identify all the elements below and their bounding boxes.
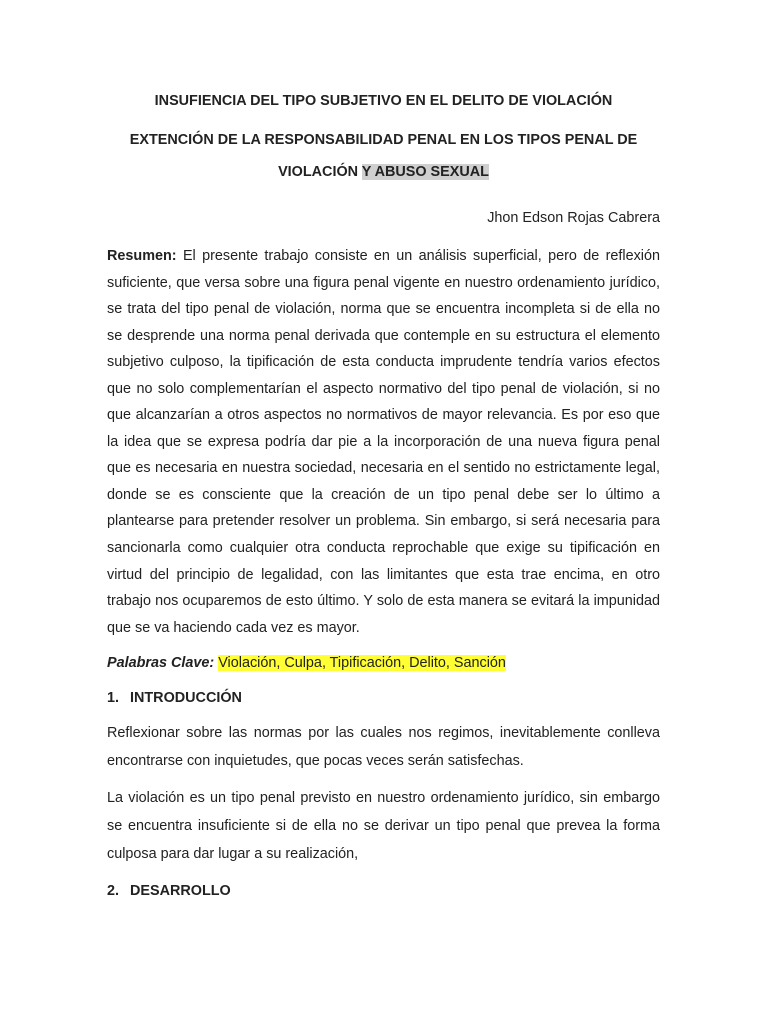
keywords-text: Violación, Culpa, Tipificación, Delito, Sanción	[218, 655, 506, 672]
abstract-text: El presente trabajo consiste en un análisis superficial, pero de reflexión suficiente, que versa sobre una figura penal vigente en nuestro ordenamiento jurídico, se trata del tipo penal de violación, norma que se encuentra incompleta si de ella no se desprende una norma penal derivada que contemple en su estructura el elemento subjetivo culposo, la tipificación de esta conducta imprudente tendría varios efectos que no solo complementarían el aspecto normativo del tipo penal de violación, si no que alcanzarían a otros aspectos no normativos de mayor relevancia. Es por eso que la idea que se expresa podría dar pie a la incorporación de una nueva figura penal que es necesaria en nuestra sociedad, necesaria en el sentido no estrictamente legal, donde se es consciente que la creación de un tipo penal debe ser lo último a plantearse para pretender resolver un problema. Sin embargo, si será necesaria para sancionarla como cualquier otra conducta reprochable que exige su tipificación en virtud del principio de legalidad, con las limitantes que esta trae encima, en otro trabajo nos ocuparemos de esto último. Y solo de esta manera se evitará la impunidad que se va haciendo cada vez es mayor.	[107, 248, 660, 636]
section-title: INTRODUCCIÓN	[130, 690, 242, 707]
keywords-line	[107, 650, 660, 676]
paragraph: La violación es un tipo penal previsto en nuestro ordenamiento jurídico, sin embargo se encuentra insuficiente si de ella no se derivar un tipo penal que prevea la forma culposa para dar lugar a su realización,	[107, 790, 660, 863]
abstract-paragraph	[107, 243, 660, 641]
section-number: 1.	[107, 690, 120, 707]
paragraph: Reflexionar sobre las normas por las cuales nos regimos, inevitablemente conlleva encontrarse con inquietudes, que pocas veces serán satisfechas.	[107, 725, 660, 770]
document-title: INSUFIENCIA DEL TIPO SUBJETIVO EN EL DELITO DE VIOLACIÓN	[154, 93, 613, 109]
document-body	[107, 88, 660, 904]
section-number: 2.	[107, 883, 120, 900]
document-subtitle	[107, 124, 660, 188]
author-name: Jhon Edson Rojas Cabrera	[487, 210, 660, 226]
section-heading-desarrollo	[107, 878, 660, 904]
abstract-label: Resumen:	[107, 248, 177, 264]
subtitle-text: EXTENCIÓN DE LA RESPONSABILIDAD PENAL EN LOS TIPOS PENAL DE VIOLACIÓN	[129, 132, 638, 180]
keywords-label: Palabras Clave:	[107, 655, 215, 672]
section-title: DESARROLLO	[130, 883, 231, 900]
section-heading-introduccion	[107, 685, 660, 711]
subtitle-highlighted-text: Y ABUSO SEXUAL	[361, 164, 489, 180]
